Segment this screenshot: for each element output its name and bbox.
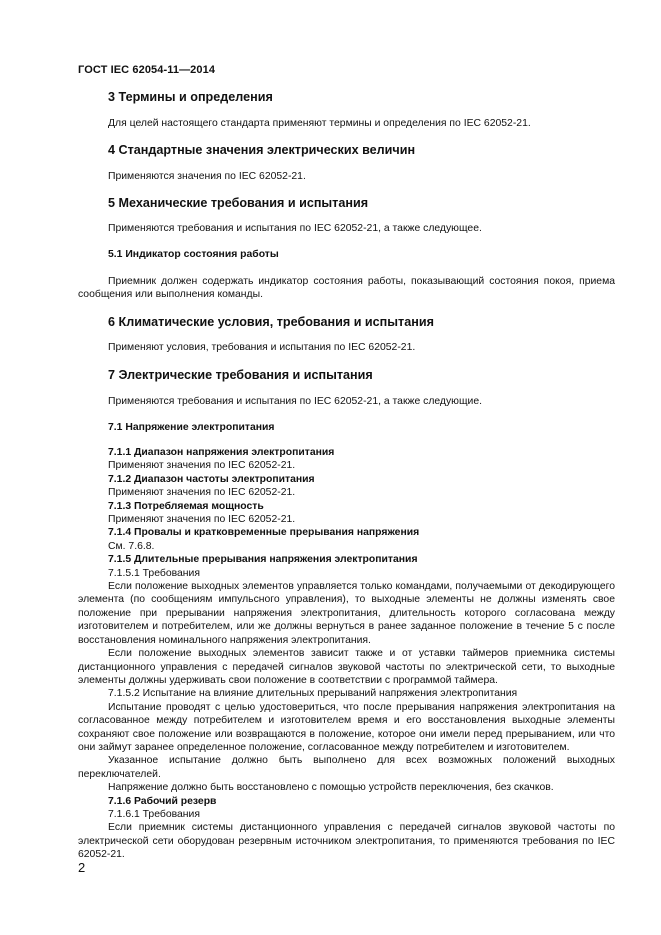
- section-7-1-4-text: См. 7.6.8.: [108, 540, 155, 552]
- section-7-1-2-text: Применяют значения по IEC 62052-21.: [108, 487, 296, 499]
- section-7-1-5-2-paragraph-3: Напряжение должно быть восстановлено с помощью устройств переключения, без скачков.: [108, 782, 554, 794]
- section-7-1-5-1-paragraph-1: Если положение выходных элементов управляется только командами, получаемыми от декодирующего элемента (по сообщениям импульсного управления), то выходные элементы не должны изменять свое положение при прерывании напряжения электропитания, длительность которого согласована между изготовителем и потребителем, или же должны вернуться в ранее заданное положение в течение 5 с после восстановления номинального напряжения электропитания.: [78, 581, 615, 646]
- section-7-1-5-2-paragraph-1: Испытание проводят с целью удостовериться, что после прерывания напряжения электропитания на согласованное между потребителем и изготовителем время и его восстановления выходные элементы сохраняют свое положение или возвращаются в положение, которое они имели перед прерыванием, или что они займут заранее определенное положение, согласованное между потребителем и изготовителем.: [78, 701, 615, 753]
- section-7-1-6-1-title: 7.1.6.1 Требования: [108, 808, 200, 820]
- section-7-text: Применяются требования и испытания по IEC 62052-21, а также следующие.: [108, 396, 482, 407]
- section-7-1-5-2-paragraph-2: Указанное испытание должно быть выполнено для всех возможных положений выходных переключателей.: [78, 755, 615, 780]
- section-6-text: Применяют условия, требования и испытания по IEC 62052-21.: [108, 342, 416, 353]
- section-5-1-title: 5.1 Индикатор состояния работы: [108, 249, 279, 260]
- section-6-title: 6 Климатические условия, требования и испытания: [108, 315, 434, 329]
- section-7-1-3-title: 7.1.3 Потребляемая мощность: [108, 500, 264, 512]
- section-7-1-1-text: Применяют значения по IEC 62052-21.: [108, 460, 296, 472]
- section-7-1-4-title: 7.1.4 Провалы и кратковременные прерывания напряжения: [108, 527, 420, 539]
- document-header: ГОСТ IEC 62054-11—2014: [78, 64, 216, 76]
- section-7-1-5-1-title: 7.1.5.1 Требования: [108, 567, 200, 579]
- section-7-1-body: [78, 446, 615, 862]
- section-7-1-1-title: 7.1.1 Диапазон напряжения электропитания: [108, 447, 335, 458]
- section-7-1-6-title: 7.1.6 Рабочий резерв: [108, 795, 217, 807]
- section-4-text: Применяются значения по IEC 62052-21.: [108, 171, 306, 182]
- section-5-1-block: [78, 275, 615, 302]
- section-7-1-2-title: 7.1.2 Диапазон частоты электропитания: [108, 473, 315, 485]
- section-7-1-5-title: 7.1.5 Длительные прерывания напряжения электропитания: [108, 554, 418, 566]
- section-5-text: Применяются требования и испытания по IEC 62052-21, а также следующее.: [108, 223, 482, 234]
- section-7-1-6-1-paragraph-1: Если приемник системы дистанционного управления с передачей сигналов звуковой частоты по электрической сети оборудован резервным источником электропитания, то применяются требования по IEC 62052-21.: [78, 822, 615, 861]
- section-4-title: 4 Стандартные значения электрических величин: [108, 143, 416, 157]
- section-3-title: 3 Термины и определения: [108, 90, 273, 104]
- section-3-text: Для целей настоящего стандарта применяют термины и определения по IEC 62052-21.: [108, 118, 531, 129]
- section-5-title: 5 Механические требования и испытания: [108, 196, 369, 210]
- page-number: 2: [78, 860, 86, 875]
- section-7-title: 7 Электрические требования и испытания: [108, 368, 373, 382]
- section-7-1-5-2-title: 7.1.5.2 Испытание на влияние длительных прерываний напряжения электропитания: [108, 688, 518, 700]
- section-7-1-3-text: Применяют значения по IEC 62052-21.: [108, 514, 296, 526]
- section-7-1-title: 7.1 Напряжение электропитания: [108, 422, 275, 433]
- section-7-1-5-1-paragraph-2: Если положение выходных элементов зависит также и от уставки таймеров приемника системы дистанционного управления с передачей сигналов звуковой частоты по электрической сети, то выходные элементы должны удерживать свои положение в соответствии с программой таймера.: [78, 648, 615, 686]
- section-5-1-text: Приемник должен содержать индикатор состояния работы, показывающий состояния покоя, приема сообщения или выполнения команды.: [78, 276, 615, 301]
